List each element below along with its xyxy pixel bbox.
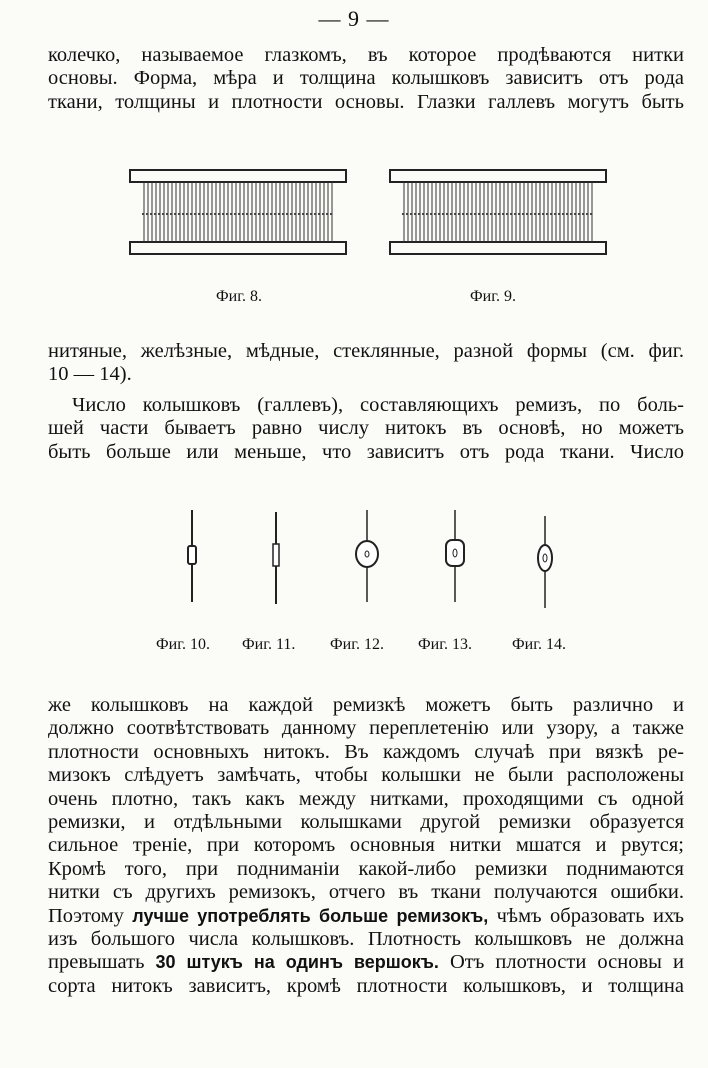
text-line: 10 — 14). [48,363,132,386]
text-line: нитяные, желѣзные, мѣдные, стеклянные, разной формы (см. фиг. [48,340,684,362]
text-line: изъ большого числа колышковъ. Плотность колышковъ не должна [48,928,684,951]
figure-8-caption: Фиг. 8. [216,288,262,305]
figure-9-heddle-frame [388,164,608,264]
text-line: очень плотно, такъ какъ между нитками, проходящими съ одной [48,787,684,810]
text-line: колечко, называемое глазкомъ, въ которое продѣваются нитки [48,44,684,66]
figure-12-wire-heddle [352,510,382,602]
text-run: чѣмъ образовать ихъ [496,904,685,927]
text-line: плотности основныхъ нитокъ. Въ каждомъ случаѣ при вязкѣ ре- [48,740,684,763]
text-line: ткани, толщины и плотности основы. Глазки галлевъ могутъ быть [48,90,684,113]
text-line: Число колышковъ (галлевъ), составляющихъ ремизъ, по боль- [72,394,684,416]
text-line: Кромѣ того, при подниманіи какой-либо ремизки поднимаются [48,857,684,880]
figure-14-wire-heddle [530,516,560,608]
figure-11-caption: Фиг. 11. [242,636,296,653]
figure-10-caption: Фиг. 10. [156,636,210,653]
figure-11-wire-heddle [266,512,286,604]
text-line: основы. Форма, мѣра и толщина колышковъ зависитъ отъ рода [48,67,684,90]
paragraph-3 [48,394,684,464]
text-run: Поэтому [48,904,124,927]
figure-13-caption: Фиг. 13. [418,636,472,653]
figure-12-caption: Фиг. 12. [330,636,384,653]
text-run: превышать [48,951,145,974]
text-line-emphasis [48,905,684,928]
text-run: Отъ плотности основы и [449,951,685,974]
figure-8-heddle-frame [128,164,348,264]
bold-text: лучше употреблять больше ремизокъ, [132,905,489,926]
figure-9-caption: Фиг. 9. [470,288,516,305]
text-line: должно соотвѣтствовать данному переплетенію или узору, а также [48,717,684,740]
paragraph-1 [48,44,684,114]
text-line: мизокъ слѣдуетъ замѣчать, чтобы колышки не были расположены [48,764,684,787]
figure-10-wire-heddle [182,510,202,602]
page-number: — 9 — [318,6,390,31]
figure-14-caption: Фиг. 14. [512,636,566,653]
paragraph-2 [48,340,684,387]
text-line: нитки съ другихъ ремизокъ, отчего въ ткани получаются ошибки. [48,881,684,904]
text-line: шей части бываетъ равно числу нитокъ въ основѣ, но можетъ [48,417,684,440]
bold-text: 30 штукъ на одинъ вершокъ. [155,952,439,973]
text-line: ремизки, и отдѣльными колышками другой ремизки образуется [48,811,684,834]
text-line: же колышковъ на каждой ремизкѣ можетъ быть различно и [48,694,684,716]
text-line: быть больше или меньше, что зависитъ отъ рода ткани. Число [48,440,684,463]
text-line: сорта нитокъ зависитъ, кромѣ плотности колышковъ, и толщина [48,974,684,997]
figure-13-wire-heddle [440,510,470,602]
paragraph-4 [48,694,684,998]
text-line: сильное треніе, при которомъ основныя нитки мшатся и рвутся; [48,834,684,857]
text-line-emphasis [48,951,684,974]
